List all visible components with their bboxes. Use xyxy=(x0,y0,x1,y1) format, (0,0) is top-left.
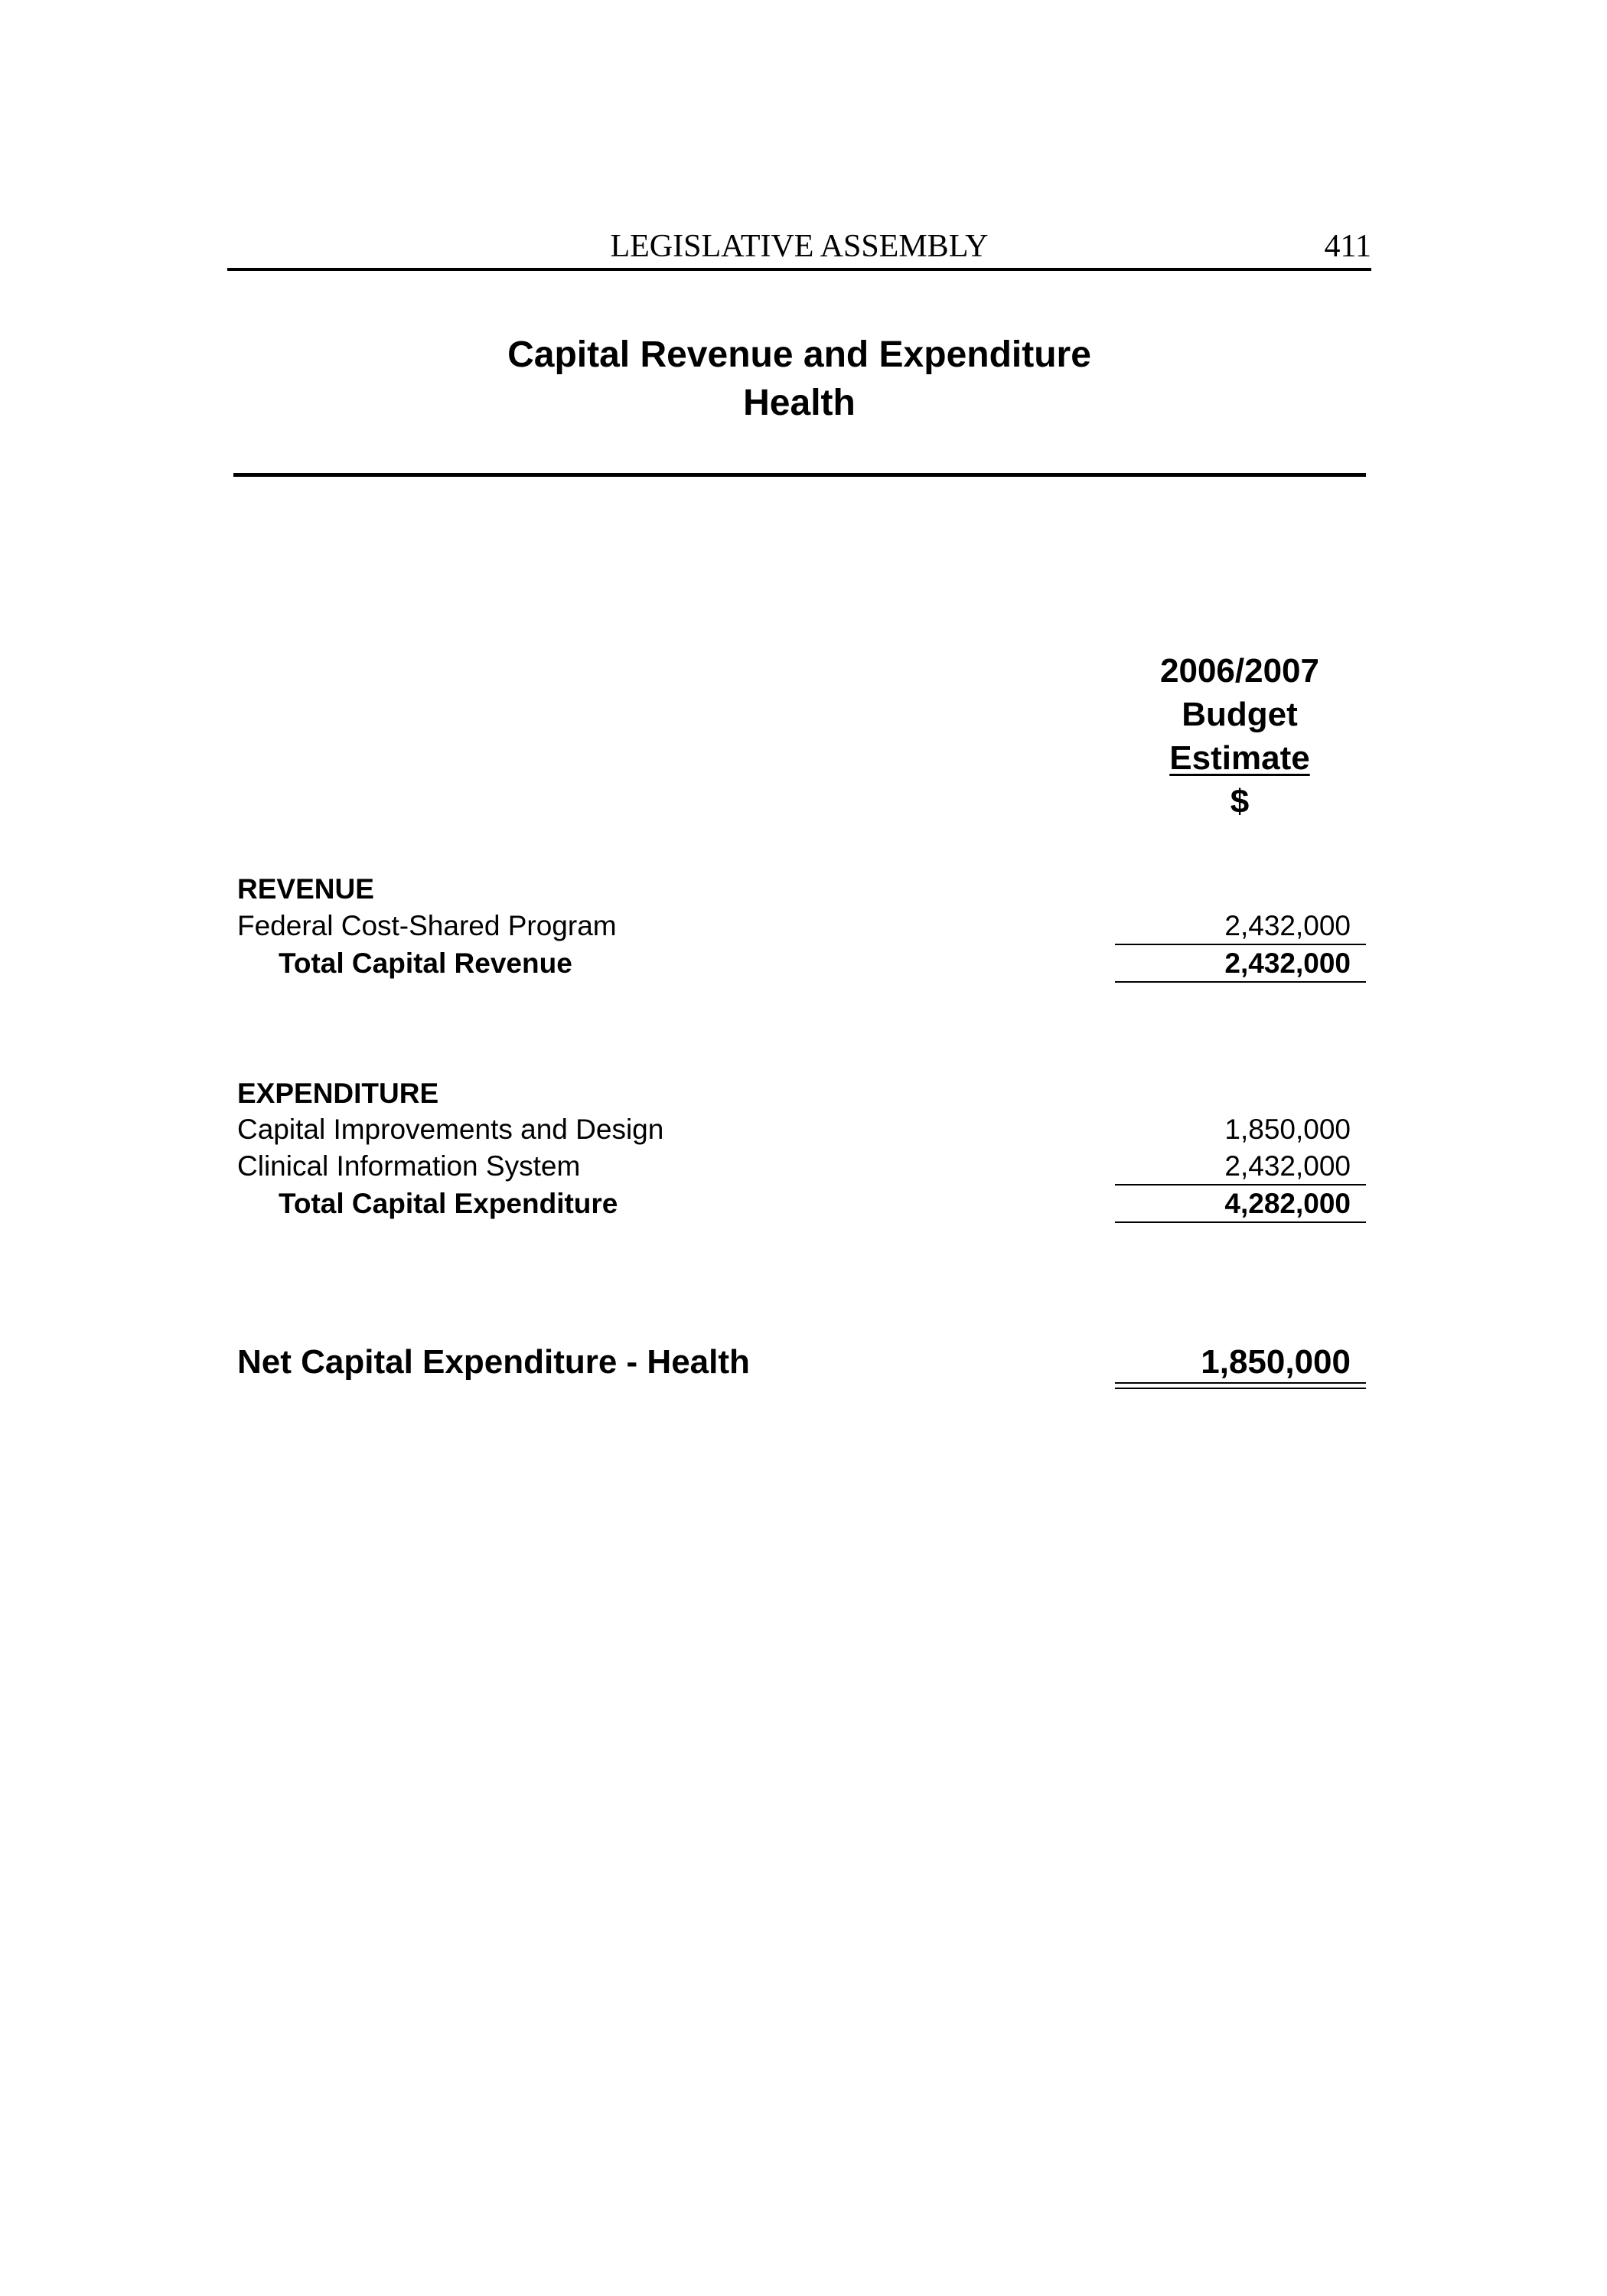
revenue-heading-row xyxy=(237,871,1370,908)
header-rule xyxy=(227,268,1371,271)
revenue-total-label: Total Capital Revenue xyxy=(279,947,572,979)
double-rule-top xyxy=(1115,1382,1366,1384)
total-rule xyxy=(1115,981,1366,983)
running-head-title: LEGISLATIVE ASSEMBLY xyxy=(610,229,989,264)
column-header-unit: $ xyxy=(1230,783,1250,820)
row-amount: 2,432,000 xyxy=(1224,1150,1351,1182)
double-rule-bottom xyxy=(1115,1388,1366,1389)
column-header xyxy=(1117,649,1362,823)
title-rule xyxy=(233,473,1366,477)
row-label: Clinical Information System xyxy=(237,1150,581,1182)
table-row xyxy=(237,1111,1370,1148)
total-rule xyxy=(1115,1221,1366,1223)
page-title xyxy=(227,331,1371,427)
row-label: Capital Improvements and Design xyxy=(237,1114,664,1145)
page-number: 411 xyxy=(1324,229,1371,264)
row-amount: 2,432,000 xyxy=(1224,910,1351,941)
row-amount: 1,850,000 xyxy=(1224,1114,1351,1145)
revenue-total-row xyxy=(237,945,1370,982)
revenue-total-amount: 2,432,000 xyxy=(1224,947,1351,979)
expenditure-total-row xyxy=(237,1186,1370,1222)
running-head xyxy=(227,228,1371,268)
expenditure-total-label: Total Capital Expenditure xyxy=(279,1188,618,1219)
net-total-row xyxy=(237,1339,1370,1385)
column-header-year: 2006/2007 xyxy=(1160,652,1319,690)
column-header-estimate: Estimate xyxy=(1169,739,1310,777)
page-title-line-2: Health xyxy=(743,383,856,423)
expenditure-total-amount: 4,282,000 xyxy=(1224,1188,1351,1219)
net-total-label: Net Capital Expenditure - Health xyxy=(237,1343,750,1381)
table-row xyxy=(237,1148,1370,1185)
row-label: Federal Cost-Shared Program xyxy=(237,910,617,941)
page-title-line-1: Capital Revenue and Expenditure xyxy=(507,334,1091,375)
expenditure-heading-row xyxy=(237,1075,1370,1112)
table-row xyxy=(237,908,1370,944)
net-total-amount: 1,850,000 xyxy=(1201,1343,1351,1381)
column-header-budget: Budget xyxy=(1182,696,1298,733)
revenue-heading: REVENUE xyxy=(237,873,374,905)
expenditure-heading: EXPENDITURE xyxy=(237,1078,439,1109)
